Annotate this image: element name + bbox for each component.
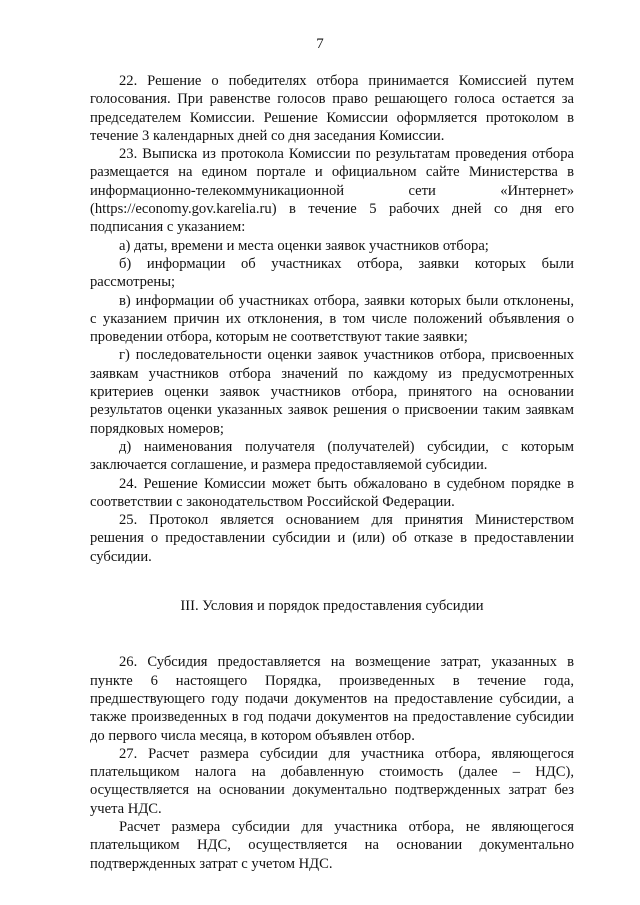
list-item-b: б) информации об участниках отбора, заявки которых были рассмотрены; xyxy=(90,255,574,291)
list-item-d: д) наименования получателя (получателей) субсидии, с которым заключается соглашение, и размера предоставляемой субсидии. xyxy=(90,438,574,474)
list-item-v: в) информации об участниках отбора, заявки которых были отклонены, с указанием причин их отклонения, в том числе положений объявления о проведении отбора, которым не соответствуют такие заявки; xyxy=(90,292,574,346)
document-body xyxy=(90,72,574,873)
page-number: 7 xyxy=(316,36,324,52)
paragraph-22: 22. Решение о победителях отбора принимается Комиссией путем голосования. При равенстве голосов право решающего голоса остается за председателем Комиссии. Решение Комиссии оформляется протоколом в течение 3 календарных дней со дня заседания Комиссии. xyxy=(90,73,574,144)
list-item-g: г) последовательности оценки заявок участников отбора, присвоенных заявкам участников отбора значений по каждому из предусмотренных критериев оценки заявок участников отбора, принятого на основании результатов оценки указанных заявок решения о присвоении таким заявкам порядковых номеров; xyxy=(90,347,574,437)
paragraph-26: 26. Субсидия предоставляется на возмещение затрат, указанных в пункте 6 настоящего Порядка, произведенных в течение года, предшествующего году подачи документов на предоставление субсидии, а также произведенных в год подачи документов на предоставление субсидии до первого числа месяца, в котором объявлен отбор. xyxy=(90,654,574,744)
paragraph-27-continued: Расчет размера субсидии для участника отбора, не являющегося плательщиком НДС, осуществляется на основании документально подтвержденных затрат с учетом НДС. xyxy=(90,818,574,872)
paragraph-25: 25. Протокол является основанием для принятия Министерством решения о предоставлении субсидии и (или) об отказе в предоставлении субсидии. xyxy=(90,512,574,565)
list-item-a: а) даты, времени и места оценки заявок участников отбора; xyxy=(119,237,489,254)
section-heading: III. Условия и порядок предоставления субсидии xyxy=(180,598,484,615)
paragraph-24: 24. Решение Комиссии может быть обжаловано в судебном порядке в соответствии с законодательством Российской Федерации. xyxy=(90,475,574,510)
paragraph-27: 27. Расчет размера субсидии для участника отбора, являющегося плательщиком налога на добавленную стоимость (далее – НДС), осуществляется на основании документально подтвержденных затрат без учета НДС. xyxy=(90,745,574,817)
paragraph-23: 23. Выписка из протокола Комиссии по результатам проведения отбора размещается на едином портале и официальном сайте Министерства в информационно-телекоммуникационной сети «Интернет» (https://economy.gov.karelia.ru) в течение 5 рабочих дней со дня его подписания с указанием: xyxy=(90,146,574,236)
